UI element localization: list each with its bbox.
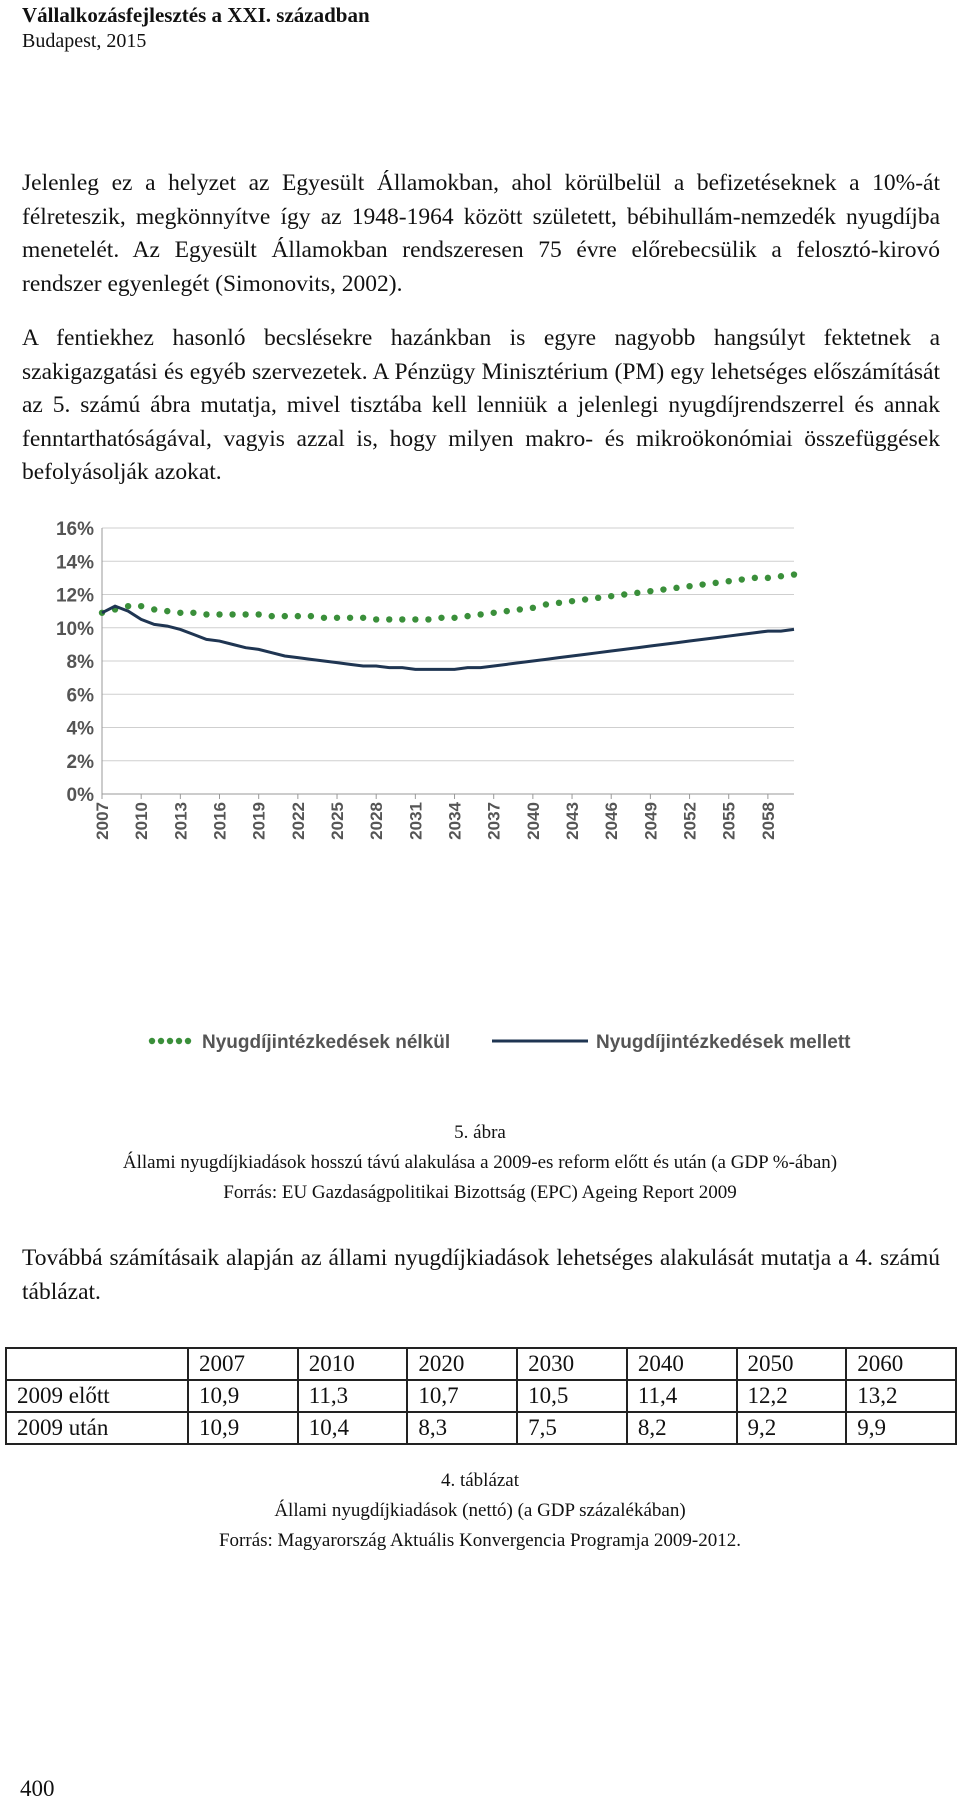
data-point-1 (321, 615, 327, 621)
table-cell: 8,3 (407, 1412, 517, 1444)
table-row (6, 1412, 956, 1444)
y-tick-label: 14% (55, 552, 94, 574)
paragraph-text: Továbbá számításaik alapján az állami nyugdíjkiadások lehetséges alakulását mutatja a 4. számú táblázat. (22, 1245, 940, 1305)
legend-marker-1 (158, 1038, 164, 1044)
data-point-1 (634, 590, 640, 596)
data-point-1 (477, 611, 483, 617)
table-cell: 2040 (627, 1348, 737, 1380)
x-tick-label: 2025 (328, 802, 348, 840)
x-tick-label: 2016 (210, 802, 230, 840)
data-point-1 (504, 608, 510, 614)
data-point-1 (216, 611, 222, 617)
data-point-1 (164, 608, 170, 614)
x-tick-label: 2013 (171, 802, 191, 840)
x-tick-label: 2010 (132, 802, 152, 840)
legend-marker-1 (176, 1038, 182, 1044)
x-tick-label: 2007 (93, 802, 112, 840)
data-point-1 (490, 610, 496, 616)
data-point-1 (686, 583, 692, 589)
data-point-1 (255, 611, 261, 617)
page-number: 400 (20, 1776, 55, 1801)
pension-table (5, 1347, 957, 1445)
data-point-1 (295, 613, 301, 619)
data-point-1 (595, 595, 601, 601)
data-point-1 (791, 571, 797, 577)
data-point-1 (464, 613, 470, 619)
table-row-label (6, 1348, 188, 1380)
table-source: Forrás: Magyarország Aktuális Konvergencia Programja 2009-2012. (218, 1530, 742, 1551)
table-cell: 10,9 (188, 1412, 298, 1444)
table-row (6, 1348, 956, 1380)
data-point-1 (151, 606, 157, 612)
y-tick-label: 16% (55, 519, 94, 540)
data-point-1 (373, 616, 379, 622)
x-tick-label: 2031 (406, 802, 426, 840)
table-cell: 2050 (737, 1348, 847, 1380)
x-tick-label: 2019 (249, 802, 269, 840)
chart-svg (22, 516, 940, 1086)
data-point-1 (190, 610, 196, 616)
paragraph-2 (22, 322, 940, 490)
table-cell: 10,7 (407, 1380, 517, 1412)
header-subtitle: Budapest, 2015 (22, 30, 147, 52)
figure-source: Forrás: EU Gazdaságpolitikai Bizottság (EPC) Ageing Report 2009 (223, 1182, 737, 1203)
running-header (22, 2, 370, 54)
data-point-1 (673, 585, 679, 591)
data-point-1 (752, 575, 758, 581)
data-point-1 (739, 576, 745, 582)
data-point-1 (556, 600, 562, 606)
table-cell: 2060 (846, 1348, 956, 1380)
data-point-1 (451, 615, 457, 621)
data-point-1 (412, 616, 418, 622)
data-point-1 (386, 616, 392, 622)
data-point-1 (726, 578, 732, 584)
data-point-1 (177, 610, 183, 616)
x-tick-label: 2022 (288, 802, 308, 840)
table-cell: 9,9 (846, 1412, 956, 1444)
data-point-1 (334, 615, 340, 621)
data-point-1 (438, 615, 444, 621)
data-point-1 (712, 580, 718, 586)
y-tick-label: 4% (66, 718, 94, 740)
paragraph-text: A fentiekhez hasonló becslésekre hazánkban is egyre nagyobb hangsúlyt fektetnek a szakigazgatási és egyéb szervezetek. A Pénzügy Minisztérium (PM) egy lehetséges előszámítását az 5. számú ábra mutatja, mivel tisztába kell lenniük a jelenlegi nyugdíjrendszerrel és annak fenntarthatóságával, vagyis azzal is, hogy milyen makro- és mikroökonómiai összefüggések befolyásolják azokat. (22, 325, 940, 485)
data-point-1 (608, 593, 614, 599)
legend-marker-1 (185, 1038, 191, 1044)
table-row-label: 2009 előtt (6, 1380, 188, 1412)
x-tick-label: 2043 (563, 802, 583, 840)
table-row-label: 2009 után (6, 1412, 188, 1444)
data-point-1 (203, 611, 209, 617)
data-point-1 (517, 606, 523, 612)
data-point-1 (242, 611, 248, 617)
x-tick-label: 2049 (641, 802, 661, 840)
data-point-1 (647, 588, 653, 594)
x-tick-label: 2052 (680, 802, 700, 840)
data-point-1 (125, 603, 131, 609)
y-tick-label: 0% (66, 785, 94, 806)
y-tick-label: 10% (55, 618, 94, 640)
x-tick-label: 2058 (758, 802, 778, 840)
table-caption (0, 1466, 960, 1556)
x-tick-label: 2040 (523, 802, 543, 840)
legend-label-2: Nyugdíjintézkedések mellett (596, 1032, 851, 1053)
table-cell: 10,9 (188, 1380, 298, 1412)
paragraph-text: Jelenleg ez a helyzet az Egyesült Államokban, ahol körülbelül a befizetéseknek a 10%-át félreteszik, megkönnyítve így az 1948-1964 között született, bébihullám-nemzedék nyugdíjba menetelét. Az Egyesült Államokban rendszeresen 75 évre előrebecsülik a felosztó-kirovó rendszer egyenlegét (Simonovits, 2002). (22, 170, 940, 297)
data-point-1 (229, 611, 235, 617)
pension-chart (22, 516, 940, 1086)
y-tick-label: 2% (66, 751, 94, 773)
table-cell: 11,4 (627, 1380, 737, 1412)
table-cell: 2007 (188, 1348, 298, 1380)
figure-number: 5. ábra (454, 1122, 506, 1143)
data-point-1 (543, 601, 549, 607)
data-point-1 (347, 615, 353, 621)
data-point-1 (269, 613, 275, 619)
y-tick-label: 8% (66, 652, 94, 673)
table-body (6, 1348, 956, 1444)
header-title: Vállalkozásfejlesztés a XXI. században (22, 3, 370, 27)
data-point-1 (582, 596, 588, 602)
data-point-1 (425, 616, 431, 622)
paragraph-3 (22, 1242, 940, 1309)
legend-label-1: Nyugdíjintézkedések nélkül (202, 1032, 451, 1053)
table-number: 4. táblázat (440, 1470, 520, 1491)
table-cell: 8,2 (627, 1412, 737, 1444)
data-point-1 (399, 616, 405, 622)
x-tick-label: 2037 (484, 802, 504, 840)
y-tick-label: 12% (55, 585, 94, 607)
table-cell: 2030 (517, 1348, 627, 1380)
table-cell: 2020 (407, 1348, 517, 1380)
table-cell: 9,2 (737, 1412, 847, 1444)
data-point-1 (778, 573, 784, 579)
data-point-1 (282, 613, 288, 619)
table-cell: 10,5 (517, 1380, 627, 1412)
x-tick-label: 2055 (719, 802, 739, 840)
data-point-1 (660, 586, 666, 592)
x-tick-label: 2034 (445, 802, 465, 840)
data-point-1 (530, 605, 536, 611)
data-point-1 (138, 603, 144, 609)
figure-title: Állami nyugdíjkiadások hosszú távú alakulása a 2009-es reform előtt és után (a GDP %-ában) (122, 1152, 838, 1173)
table-cell: 11,3 (298, 1380, 408, 1412)
paragraph-1 (22, 167, 940, 301)
data-point-1 (621, 591, 627, 597)
table-title: Állami nyugdíjkiadások (nettó) (a GDP százalékában) (274, 1500, 686, 1521)
data-point-1 (699, 581, 705, 587)
figure-caption (0, 1118, 960, 1208)
legend-marker-1 (167, 1038, 173, 1044)
table-cell: 12,2 (737, 1380, 847, 1412)
data-point-1 (765, 575, 771, 581)
table-row (6, 1380, 956, 1412)
y-tick-label: 6% (66, 685, 94, 707)
x-tick-label: 2028 (367, 802, 387, 840)
table-cell: 7,5 (517, 1412, 627, 1444)
legend-marker-1 (149, 1038, 155, 1044)
data-point-1 (308, 613, 314, 619)
x-tick-label: 2046 (602, 802, 622, 840)
table-cell: 2010 (298, 1348, 408, 1380)
data-point-1 (360, 615, 366, 621)
data-point-1 (569, 598, 575, 604)
table-cell: 10,4 (298, 1412, 408, 1444)
table-cell: 13,2 (846, 1380, 956, 1412)
